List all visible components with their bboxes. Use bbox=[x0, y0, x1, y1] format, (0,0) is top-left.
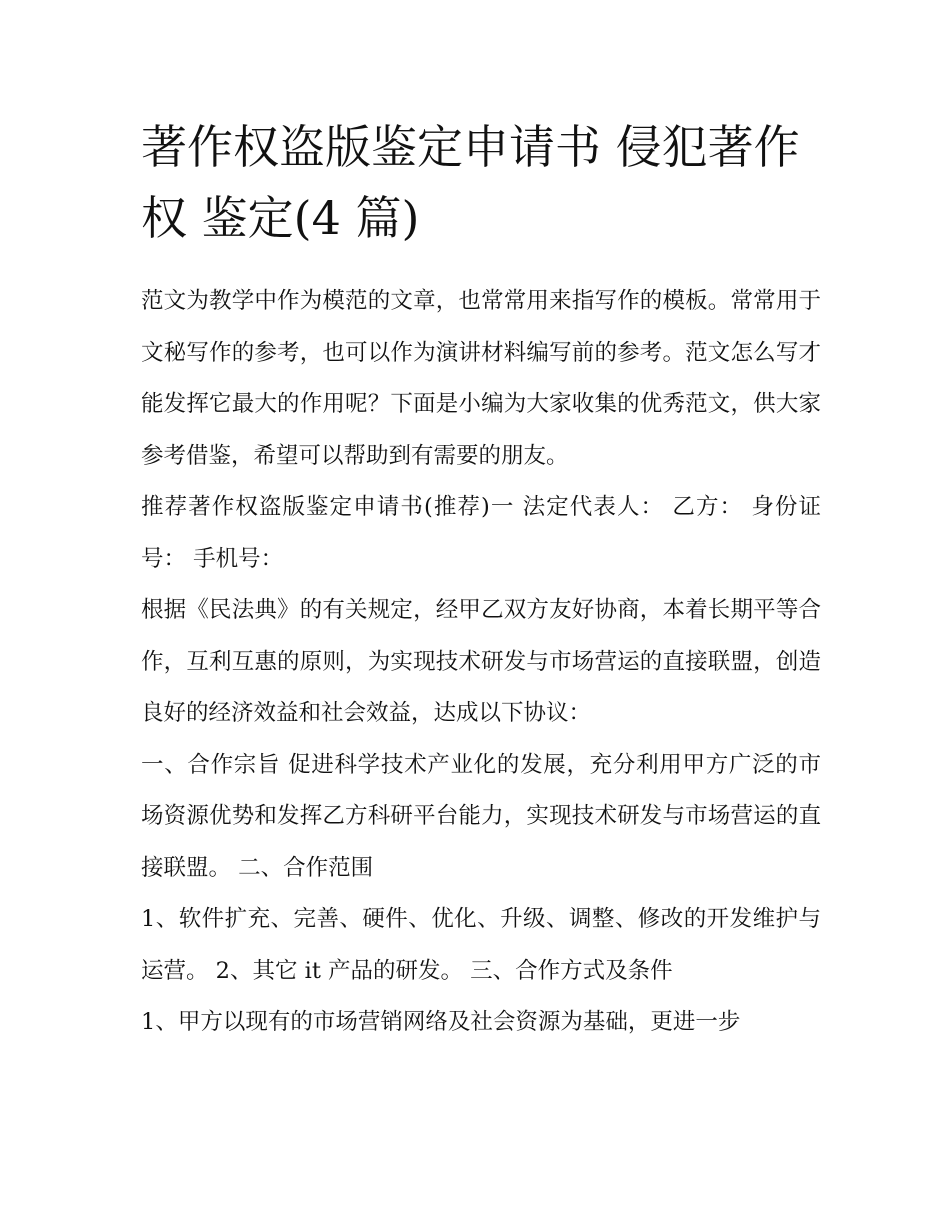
paragraph-intro: 范文为教学中作为模范的文章，也常常用来指写作的模板。常常用于文秘写作的参考，也可以作为演讲材料编写前的参考。范文怎么写才能发挥它最大的作用呢？下面是小编为大家收集的优秀范文，供大家参考借鉴，希望可以帮助到有需要的朋友。 bbox=[141, 288, 821, 469]
document-title: 著作权盗版鉴定申请书 侵犯著作权 鉴定(4 篇) bbox=[141, 120, 800, 245]
paragraph-header-fields: 推荐著作权盗版鉴定申请书(推荐)一 法定代表人： 乙方： 身份证号： 手机号： bbox=[141, 494, 821, 572]
paragraph-section-purpose: 一、合作宗旨 促进科学技术产业化的发展，充分利用甲方广泛的市场资源优势和发挥乙方科研平台能力，实现技术研发与市场营运的直接联盟。 二、合作范围 bbox=[141, 751, 821, 881]
paragraph-section-scope: 1、软件扩充、完善、硬件、优化、升级、调整、修改的开发维护与运营。 2、其它 it 产品的研发。 三、合作方式及条件 bbox=[141, 906, 821, 984]
document-body bbox=[141, 276, 821, 1049]
paragraph-agreement-basis: 根据《民法典》的有关规定，经甲乙双方友好协商，本着长期平等合作，互利互惠的原则，为实现技术研发与市场营运的直接联盟，创造良好的经济效益和社会效益，达成以下协议： bbox=[141, 597, 821, 726]
paragraph-section-terms: 1、甲方以现有的市场营销网络及社会资源为基础，更进一步 bbox=[141, 1009, 741, 1035]
